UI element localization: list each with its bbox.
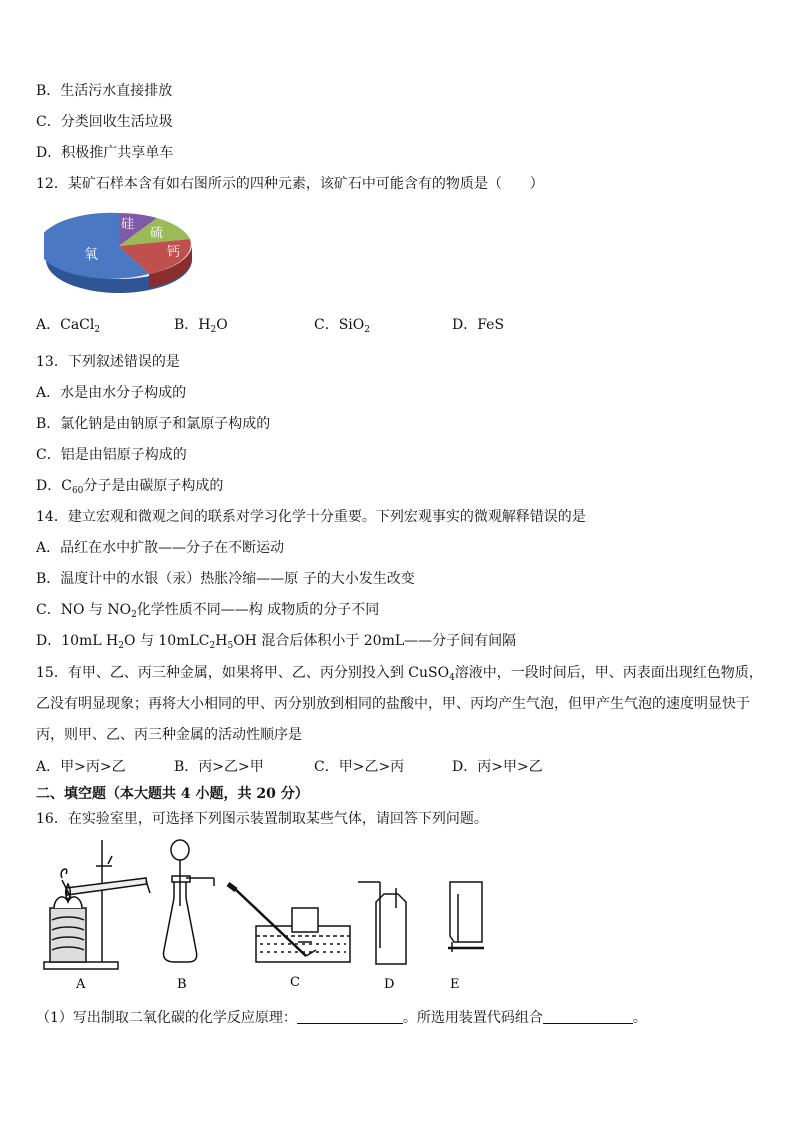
q15-stem-line-2: 乙没有明显现象；再将大小相同的甲、丙分别放到相同的盐酸中，甲、丙均产生气泡，但甲产生气泡的速度明显快于 [36,696,750,712]
lab-apparatus-figure [36,838,506,998]
apparatus-label-a: A [76,977,86,992]
q13-option-c: C．铝是由铝原子构成的 [36,447,187,463]
apparatus-label-e: E [450,977,460,992]
pie-label-calcium: 钙 [167,245,181,260]
apparatus-e [448,882,484,952]
q13-stem: 13．下列叙述错误的是 [36,354,180,370]
q13-option-b: B．氯化钠是由钠原子和氯原子构成的 [36,416,271,432]
q12-stem: 12．某矿石样本含有如右图所示的四种元素，该矿石中可能含有的物质是（ ） [36,176,544,192]
q12-option-b: B．$H_2O$ [174,317,228,335]
q11-option-b: B．生活污水直接排放 [36,83,173,99]
apparatus-d [358,882,406,964]
q15-option-a: A．甲>丙>乙 [36,759,126,775]
section-heading: 二、填空题（本大题共 4 小题，共 20 分） [36,786,309,802]
q15-stem-line-3: 丙，则甲、乙、丙三种金属的活动性顺序是 [36,727,302,743]
q14-option-c: C．NO 与 $NO_2$化学性质不同——构 成物质的分子不同 [36,602,380,620]
q14-option-d: D．10mL $H_2O$ 与 $10mLC_2H_5OH$ 混合后体积小于 20mL——分子间有间隔 [36,633,517,651]
q14-option-b: B．温度计中的水银（汞）热胀冷缩——原 子的大小发生改变 [36,571,415,587]
apparatus-label-b: B [177,977,187,992]
q15-option-c: C．甲>乙>丙 [314,759,405,775]
pie-label-oxygen: 氧 [84,247,98,263]
apparatus-a [44,840,150,969]
q14-option-a: A．品红在水中扩散——分子在不断运动 [36,540,285,556]
q15-option-d: D．丙>甲>乙 [452,759,543,775]
q16-stem: 16．在实验室里，可选择下列图示装置制取某些气体，请回答下列问题。 [36,811,488,827]
q12-option-d: D．FeS [452,317,505,333]
q15-options [36,757,543,777]
q11-option-c: C．分类回收生活垃圾 [36,114,173,130]
q13-option-a: A．水是由水分子构成的 [36,385,187,401]
answer-blank-reaction[interactable] [297,1008,403,1024]
pie-label-silicon: 硅 [121,217,135,232]
answer-blank-apparatus[interactable] [543,1008,633,1024]
apparatus-label-d: D [384,977,395,992]
q16-sub-question-1: （1）写出制取二氧化碳的化学反应原理： 。所选用装置代码组合 。 [36,1010,647,1026]
q12-option-a: A．CaCl$_2$ [36,317,101,335]
apparatus-label-c: C [290,975,300,990]
q12-options [36,315,504,335]
q13-option-d: D．$C_{60}$分子是由碳原子构成的 [36,478,224,496]
pie-label-sulfur: 硫 [150,226,164,241]
element-pie-chart [44,206,199,298]
apparatus-c [228,884,350,962]
q14-stem: 14．建立宏观和微观之间的联系对学习化学十分重要。下列宏观事实的微观解释错误的是 [36,509,586,525]
q15-stem-line-1: 15．有甲、乙、丙三种金属，如果将甲、乙、丙分别投入到 CuSO$_4$溶液中，一段时间后，甲、丙表面出现红色物质， [36,665,763,683]
apparatus-b [163,840,214,962]
q15-option-b: B．丙>乙>甲 [174,759,264,775]
q12-option-c: C．SiO$_2$ [314,317,370,335]
q11-option-d: D．积极推广共享单车 [36,145,174,161]
